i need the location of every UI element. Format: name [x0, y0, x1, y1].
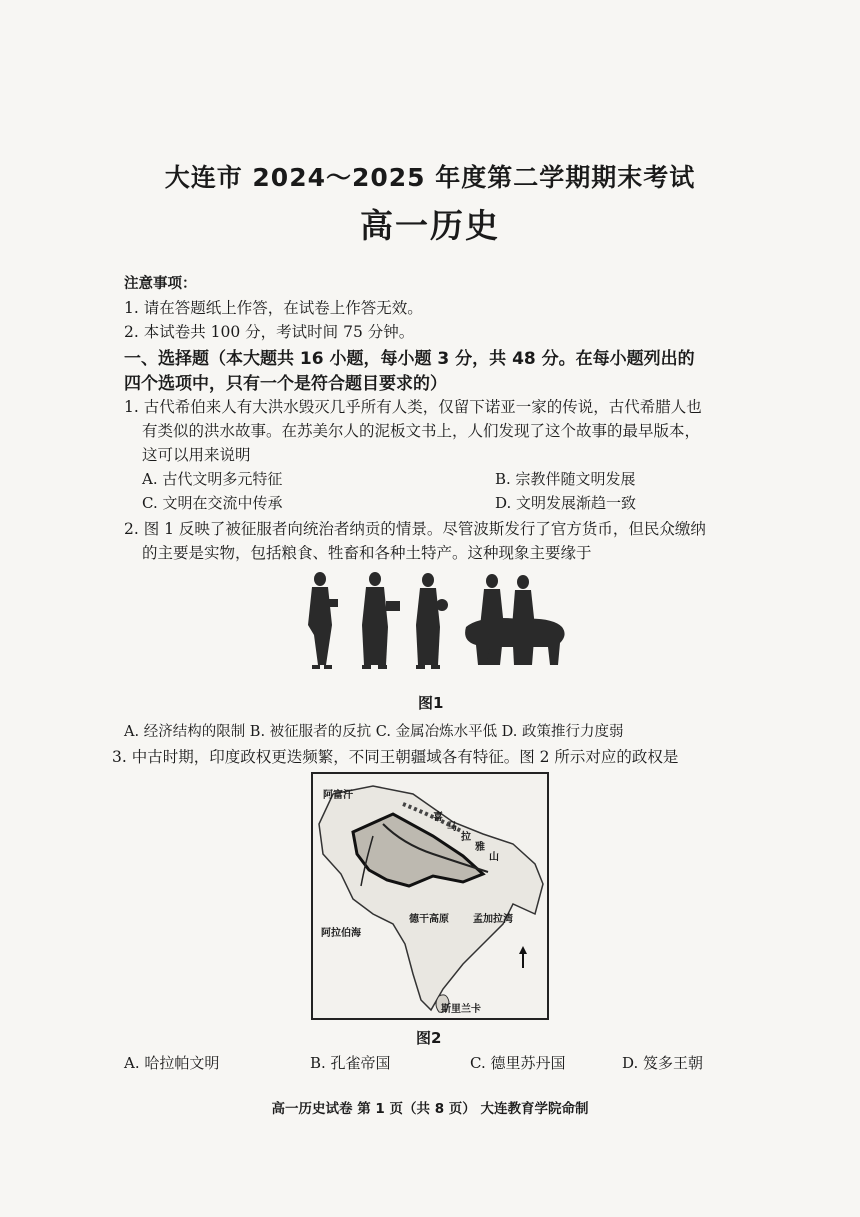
q3-option-a: A. 哈拉帕文明 — [124, 1054, 220, 1072]
figure-1-caption: 图1 — [418, 694, 444, 712]
map-label-himalaya-5: 山 — [489, 852, 499, 863]
india-map-figure — [311, 772, 549, 1020]
india-map-drawing — [313, 774, 547, 1018]
notice-item-2: 2. 本试卷共 100 分，考试时间 75 分钟。 — [124, 323, 415, 341]
q1-option-b: B. 宗教伴随文明发展 — [495, 470, 636, 488]
notice-heading: 注意事项： — [124, 276, 197, 292]
map-label-deccan: 德干高原 — [409, 914, 449, 925]
q3-option-b: B. 孔雀帝国 — [310, 1054, 391, 1072]
q1-option-a: A. 古代文明多元特征 — [142, 470, 283, 488]
map-label-himalaya-1: 喜 — [433, 812, 443, 823]
exam-title: 大连市 2024～2025 年度第二学期期末考试 — [164, 163, 696, 192]
map-label-bay-of-bengal: 孟加拉湾 — [473, 914, 513, 925]
map-label-himalaya-2: 马 — [447, 822, 457, 833]
notice-item-1: 1. 请在答题纸上作答，在试卷上作答无效。 — [124, 299, 423, 317]
section-heading-line1: 一、选择题（本大题共 16 小题，每小题 3 分，共 48 分。在每小题列出的 — [124, 349, 695, 369]
figure-2-caption: 图2 — [416, 1029, 442, 1047]
map-label-afghanistan: 阿富汗 — [323, 790, 353, 801]
q3-stem: 3. 中古时期，印度政权更迭频繁，不同王朝疆域各有特征。图 2 所示对应的政权是 — [112, 748, 679, 766]
q3-option-c: C. 德里苏丹国 — [470, 1054, 566, 1072]
q1-stem-line2: 有类似的洪水故事。在苏美尔人的泥板文书上，人们发现了这个故事的最早版本， — [142, 422, 701, 440]
q1-stem-line3: 这可以用来说明 — [142, 446, 251, 464]
map-label-himalaya-3: 拉 — [461, 832, 471, 843]
q1-option-c: C. 文明在交流中传承 — [142, 494, 283, 512]
q1-option-d: D. 文明发展渐趋一致 — [495, 494, 637, 512]
tribute-relief-figure — [290, 565, 575, 677]
map-label-himalaya-4: 雅 — [475, 842, 485, 853]
page-footer: 高一历史试卷 第 1 页（共 8 页） 大连教育学院命制 — [271, 1101, 589, 1117]
q2-stem-line2: 的主要是实物，包括粮食、牲畜和各种土特产。这种现象主要缘于 — [142, 544, 592, 562]
section-heading-line2: 四个选项中，只有一个是符合题目要求的） — [124, 374, 447, 394]
q1-stem-line1: 1. 古代希伯来人有大洪水毁灭几乎所有人类，仅留下诺亚一家的传说，古代希腊人也 — [124, 398, 702, 416]
q3-option-d: D. 笈多王朝 — [622, 1054, 704, 1072]
q2-stem-line1: 2. 图 1 反映了被征服者向统治者纳贡的情景。尽管波斯发行了官方货币，但民众缴纳 — [124, 520, 706, 538]
q2-options: A. 经济结构的限制 B. 被征服者的反抗 C. 金属冶炼水平低 D. 政策推行力度弱 — [124, 724, 624, 740]
map-label-arabian-sea: 阿拉伯海 — [321, 928, 361, 939]
subject-title: 高一历史 — [360, 206, 500, 245]
map-label-sri-lanka: 斯里兰卡 — [441, 1004, 481, 1015]
